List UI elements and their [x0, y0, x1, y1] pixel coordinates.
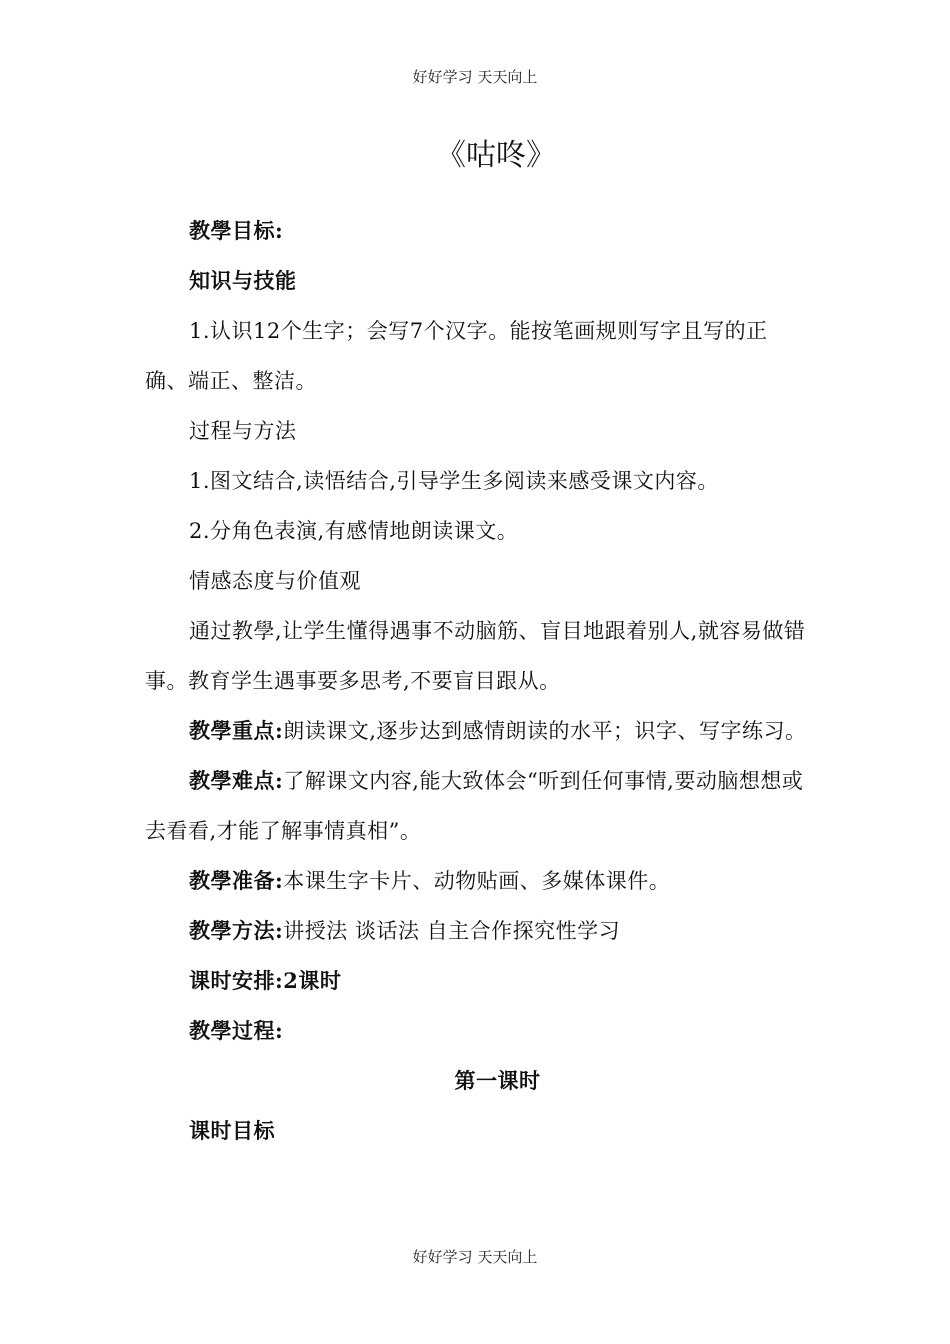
lesson-goal-heading: 课时目标 [189, 1118, 275, 1143]
process-heading: 过程与方法 [189, 419, 297, 443]
key-text: 朗读课文,逐步达到感情朗读的水平；识字、写字练习。 [283, 719, 807, 743]
method-text: 讲授法 谈话法 自主合作探究性学习 [283, 919, 621, 943]
knowledge-item: 1.认识12个生字；会写7个汉字。能按笔画规则写字且写的正确、端正、整洁。 [145, 319, 768, 393]
difficulty-text: 了解课文内容,能大致体会“听到任何事情,要动脑想想或去看看,才能了解事情真相”。 [145, 769, 804, 843]
prep-text: 本课生字卡片、动物贴画、多媒体课件。 [283, 869, 671, 893]
document-title: 《咕咚》 [436, 138, 556, 173]
emotion-text: 通过教學,让学生懂得遇事不动脑筋、盲目地跟着别人,就容易做错事。教育学生遇事要多思考,不要盲目跟从。 [145, 619, 806, 693]
goals-heading: 教學目标: [189, 218, 284, 243]
method-label: 教學方法: [189, 918, 284, 943]
page-footer: 好好学习 天天向上 [412, 1248, 538, 1266]
schedule-label: 课时安排: [189, 968, 284, 993]
difficulty-label: 教學难点: [189, 768, 284, 793]
schedule-text: 2课时 [283, 968, 342, 993]
page-header: 好好学习 天天向上 [412, 68, 538, 86]
key-points [145, 706, 810, 756]
process-item-2: 2.分角色表演,有感情地朗读课文。 [189, 519, 519, 543]
document-body [145, 206, 810, 1156]
prep-label: 教學准备: [189, 868, 284, 893]
knowledge-heading: 知识与技能 [189, 268, 297, 293]
key-label: 教學重点: [189, 718, 284, 743]
difficulty-points [145, 756, 810, 856]
schedule [145, 956, 810, 1006]
process-item-1: 1.图文结合,读悟结合,引导学生多阅读来感受课文内容。 [189, 469, 719, 493]
process-label: 教學过程: [189, 1018, 284, 1043]
lesson-1-heading: 第一课时 [454, 1068, 541, 1093]
teaching-method [145, 906, 810, 956]
emotion-heading: 情感态度与价值观 [189, 569, 361, 593]
preparation [145, 856, 810, 906]
